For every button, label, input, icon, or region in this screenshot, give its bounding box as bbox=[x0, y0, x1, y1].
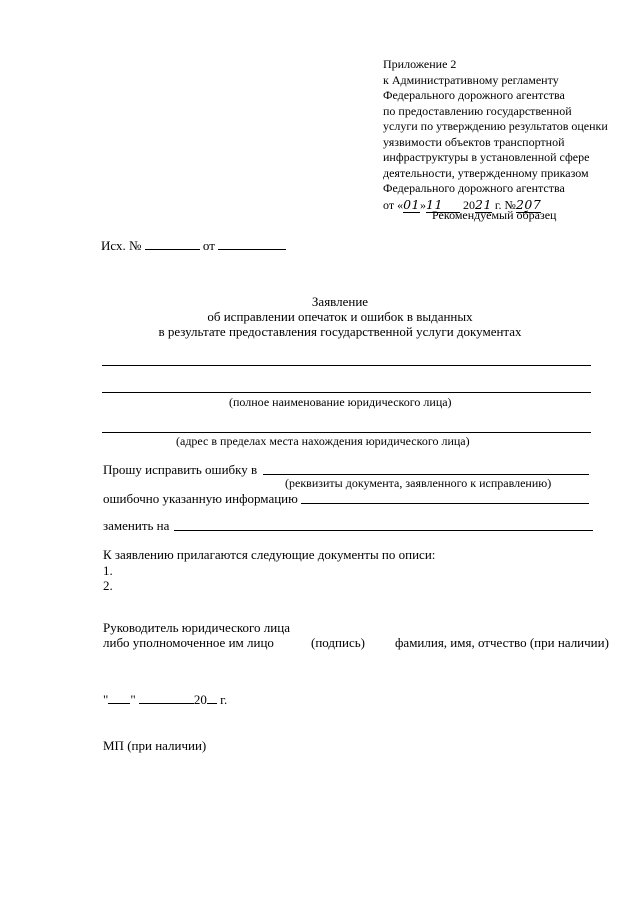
attachments-intro: К заявлению прилагаются следующие документы по описи: bbox=[103, 547, 436, 562]
replace-with-field[interactable] bbox=[174, 530, 593, 531]
date-month-field[interactable] bbox=[139, 692, 194, 704]
annex-line: по предоставлению государственной bbox=[383, 103, 572, 118]
year-prefix: 20 bbox=[463, 197, 475, 212]
annex-line: Приложение 2 bbox=[383, 57, 457, 71]
annex-line: инфраструктуры в установленной сфере bbox=[383, 150, 590, 164]
handwritten-day: 01 bbox=[403, 196, 420, 212]
date-year-field[interactable] bbox=[207, 692, 217, 704]
year-end: г. № bbox=[491, 197, 516, 212]
handwritten-month: 11 bbox=[426, 197, 460, 214]
org-name-caption: (полное наименование юридического лица) bbox=[229, 395, 452, 409]
org-name-line-2[interactable] bbox=[102, 392, 591, 393]
annex-line: Федерального дорожного агентства bbox=[383, 88, 565, 102]
date-quote-open: " bbox=[103, 692, 109, 707]
annex-header bbox=[383, 57, 633, 213]
page-title: Заявление bbox=[311, 294, 369, 309]
annex-line: деятельности, утвержденному приказом bbox=[383, 165, 589, 180]
fix-error-label: Прошу исправить ошибку в bbox=[103, 462, 258, 477]
outgoing-from-label: от bbox=[202, 238, 215, 253]
address-caption: (адрес в пределах места нахождения юридического лица) bbox=[176, 434, 470, 448]
annex-line: к Административному регламенту bbox=[383, 72, 559, 87]
signatory-title-2: либо уполномоченное им лицо bbox=[103, 635, 274, 650]
fix-error-field[interactable] bbox=[263, 474, 589, 475]
full-name-caption: фамилия, имя, отчество (при наличии) bbox=[395, 635, 609, 650]
annex-line: уязвимости объектов транспортной bbox=[383, 134, 565, 149]
date-day-field[interactable] bbox=[108, 692, 130, 704]
signature-caption: (подпись) bbox=[311, 635, 365, 650]
handwritten-year: 21 bbox=[475, 196, 492, 212]
annex-line: услуги по утверждению результатов оценки bbox=[383, 119, 608, 133]
date-mid: » bbox=[420, 197, 426, 212]
outgoing-date-field[interactable] bbox=[218, 237, 286, 250]
date-row bbox=[103, 692, 227, 708]
outgoing-number-row bbox=[101, 237, 286, 254]
handwritten-number: 207 bbox=[515, 196, 542, 212]
org-name-line-1[interactable] bbox=[102, 365, 591, 366]
title-line-3: в результате предоставления государственной услуги документах bbox=[158, 324, 522, 339]
stamp-place: МП (при наличии) bbox=[103, 738, 207, 753]
title-line-2: об исправлении опечаток и ошибок в выданных bbox=[207, 309, 473, 324]
attachment-item: 1. bbox=[103, 563, 113, 578]
wrong-info-field[interactable] bbox=[301, 503, 589, 504]
wrong-info-label: ошибочно указанную информацию bbox=[103, 491, 298, 506]
annex-line: Федерального дорожного агентства bbox=[383, 181, 565, 195]
date-quote-close: " bbox=[130, 692, 136, 707]
recommended-sample: Рекомендуемый образец bbox=[432, 208, 557, 222]
replace-with-label: заменить на bbox=[103, 518, 170, 533]
date-prefix: от « bbox=[383, 197, 404, 212]
attachment-item: 2. bbox=[103, 578, 113, 593]
outgoing-number-field[interactable] bbox=[145, 237, 200, 250]
signatory-title-1: Руководитель юридического лица bbox=[103, 620, 290, 635]
outgoing-label: Исх. № bbox=[101, 238, 142, 253]
address-line[interactable] bbox=[102, 432, 591, 433]
doc-details-caption: (реквизиты документа, заявленного к исправлению) bbox=[285, 476, 552, 490]
date-year-prefix: 20 bbox=[193, 692, 207, 707]
date-year-suffix: г. bbox=[220, 692, 228, 707]
